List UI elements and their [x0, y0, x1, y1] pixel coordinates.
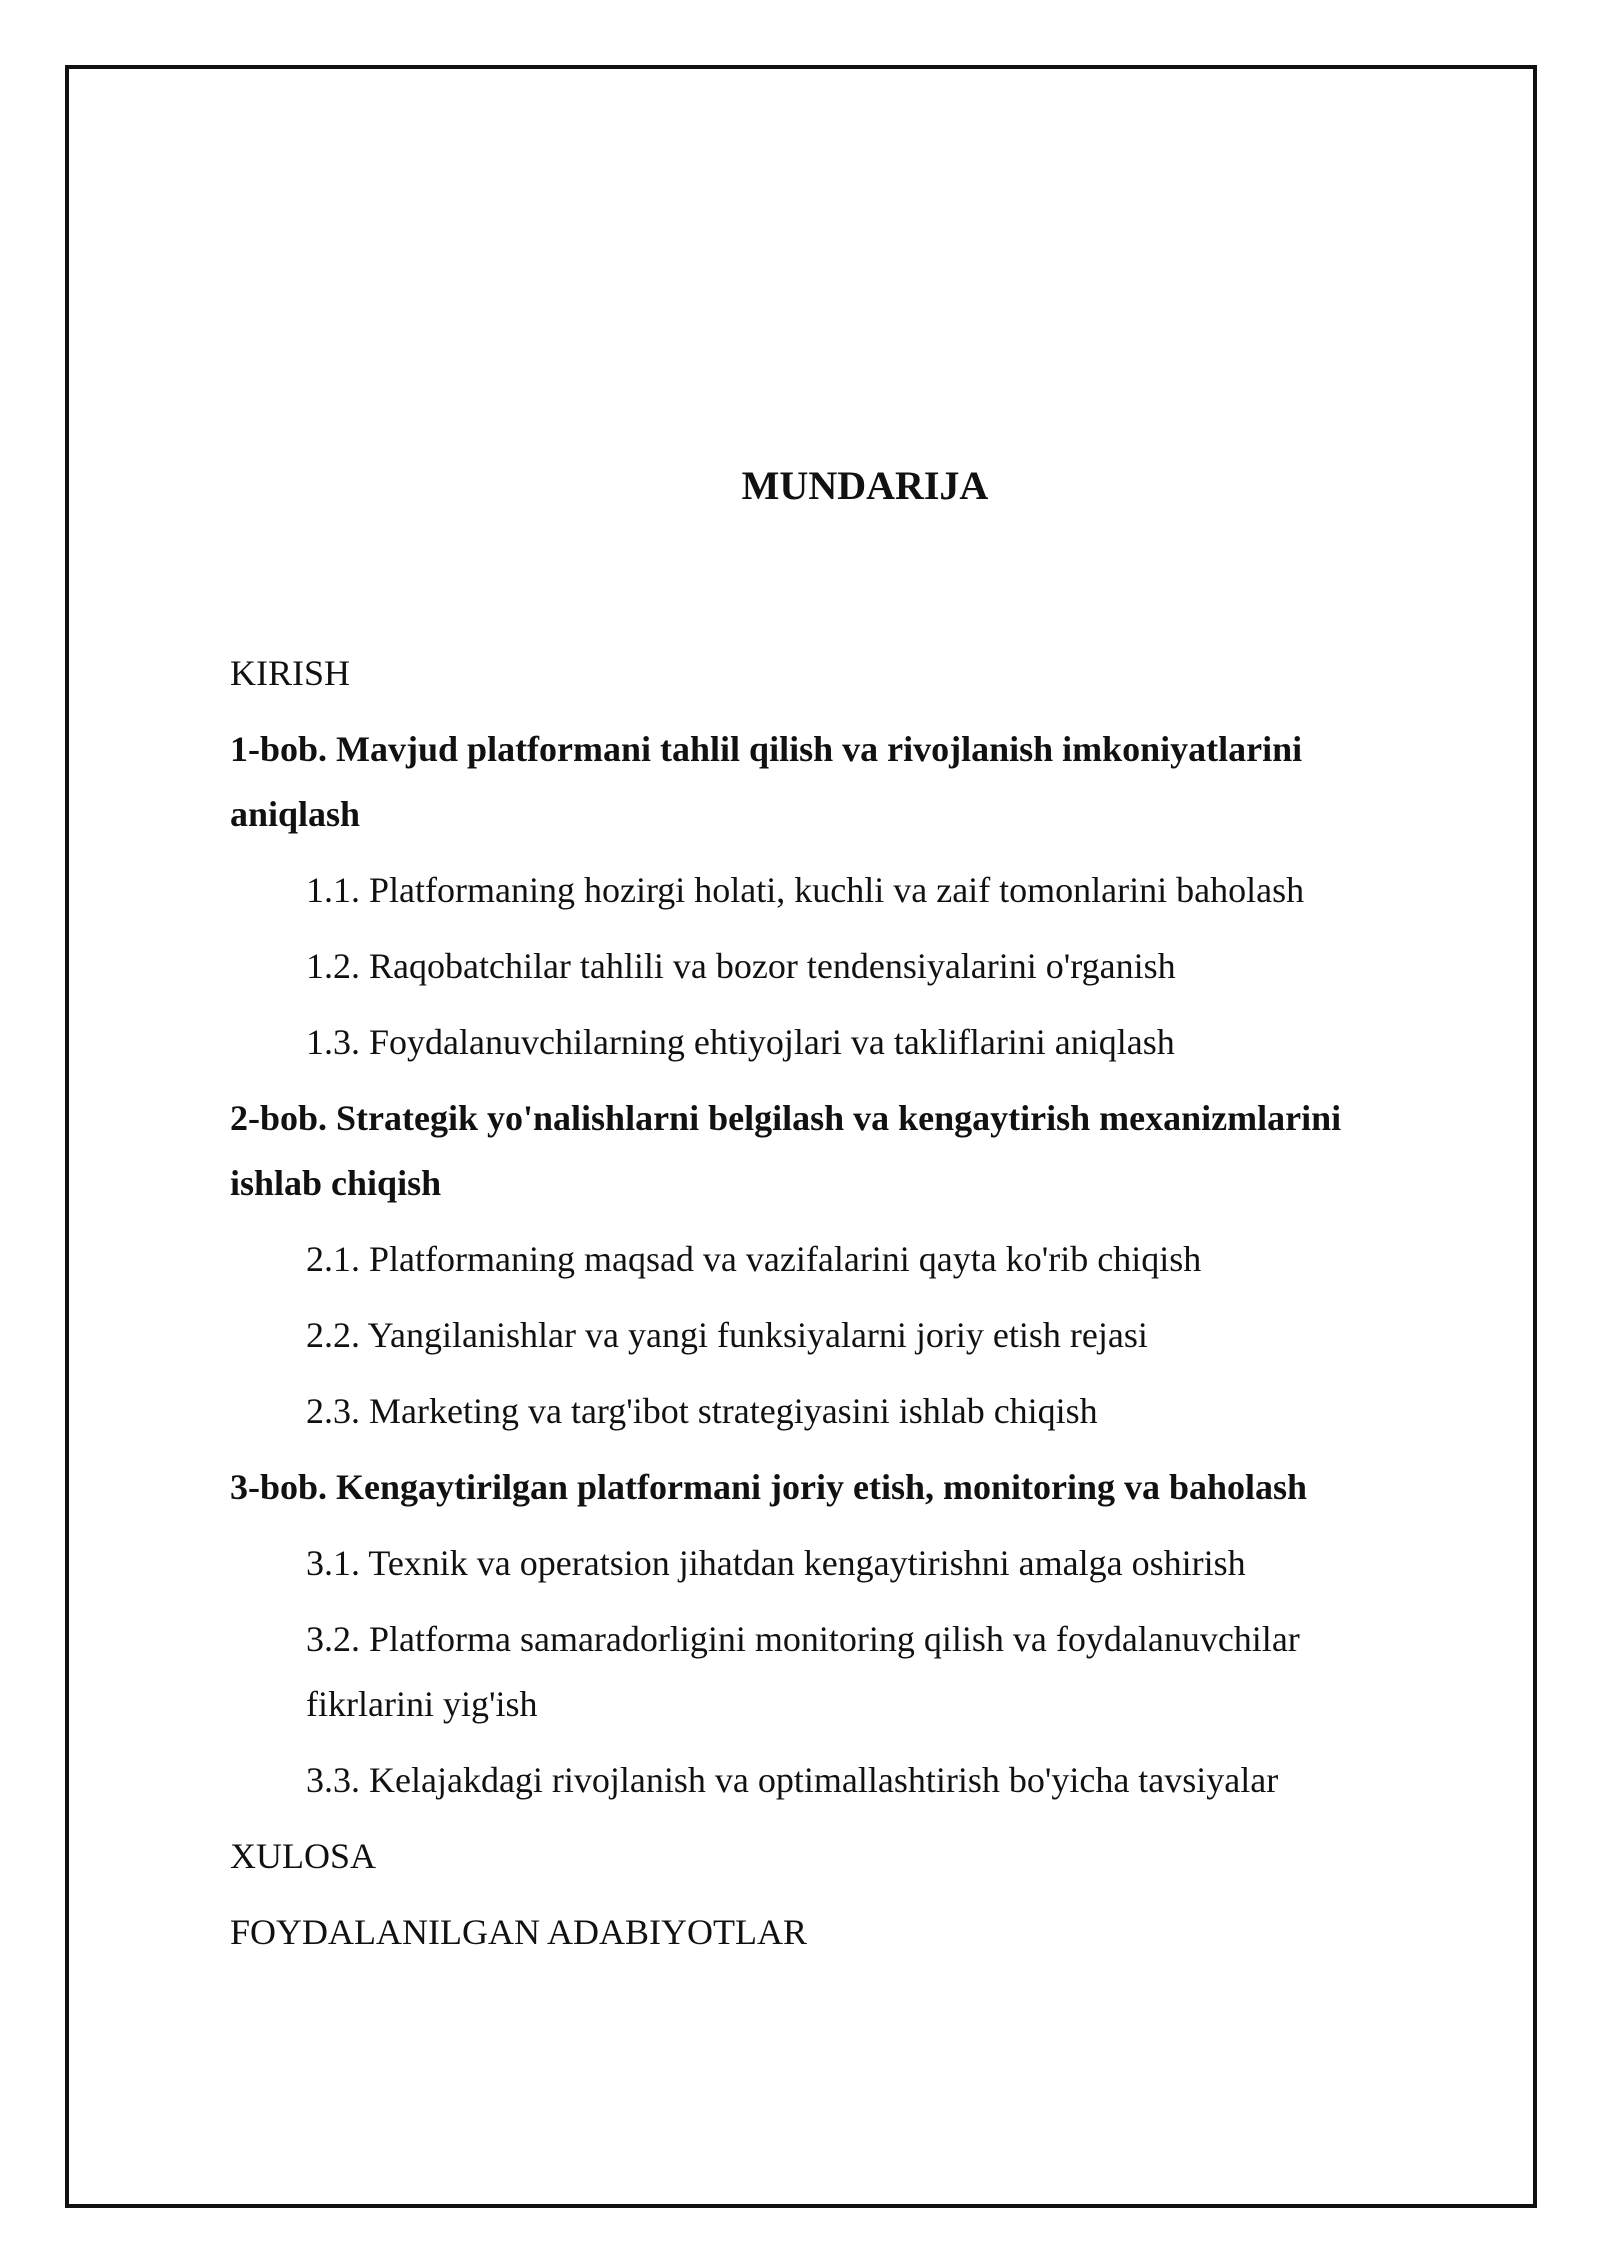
page-title: MUNDARIJA [741, 463, 989, 508]
toc-section-3-3: 3.3. Kelajakdagi rivojlanish va optimallashtirish bo'yicha tavsiyalar [306, 1760, 1279, 1800]
toc-entry-introduction: KIRISH [230, 653, 351, 693]
toc-section-2-3: 2.3. Marketing va targ'ibot strategiyasini ishlab chiqish [306, 1391, 1098, 1431]
toc-section-1-3: 1.3. Foydalanuvchilarning ehtiyojlari va takliflarini aniqlash [306, 1022, 1175, 1062]
toc-section-2-1: 2.1. Platformaning maqsad va vazifalarini qayta ko'rib chiqish [306, 1239, 1202, 1279]
toc-entry-references: FOYDALANILGAN ADABIYOTLAR [230, 1912, 807, 1952]
toc-chapter-1: 1-bob. Mavjud platformani tahlil qilish va rivojlanish imkoniyatlarini aniqlash [230, 729, 1303, 834]
toc-chapter-3: 3-bob. Kengaytirilgan platformani joriy etish, monitoring va baholash [230, 1467, 1308, 1507]
toc-section-1-2: 1.2. Raqobatchilar tahlili va bozor tendensiyalarini o'rganish [306, 946, 1176, 986]
toc-chapter-2: 2-bob. Strategik yo'nalishlarni belgilash va kengaytirish mexanizmlarini ishlab chiqish [230, 1098, 1342, 1203]
table-of-contents [230, 641, 1430, 1976]
toc-entry-conclusion: XULOSA [230, 1836, 377, 1876]
toc-section-1-1: 1.1. Platformaning hozirgi holati, kuchli va zaif tomonlarini baholash [306, 870, 1305, 910]
toc-section-3-1: 3.1. Texnik va operatsion jihatdan kengaytirishni amalga oshirish [306, 1543, 1246, 1583]
toc-section-3-2: 3.2. Platforma samaradorligini monitoring qilish va foydalanuvchilar fikrlarini yig'ish [306, 1619, 1300, 1724]
toc-section-2-2: 2.2. Yangilanishlar va yangi funksiyalarni joriy etish rejasi [306, 1315, 1148, 1355]
